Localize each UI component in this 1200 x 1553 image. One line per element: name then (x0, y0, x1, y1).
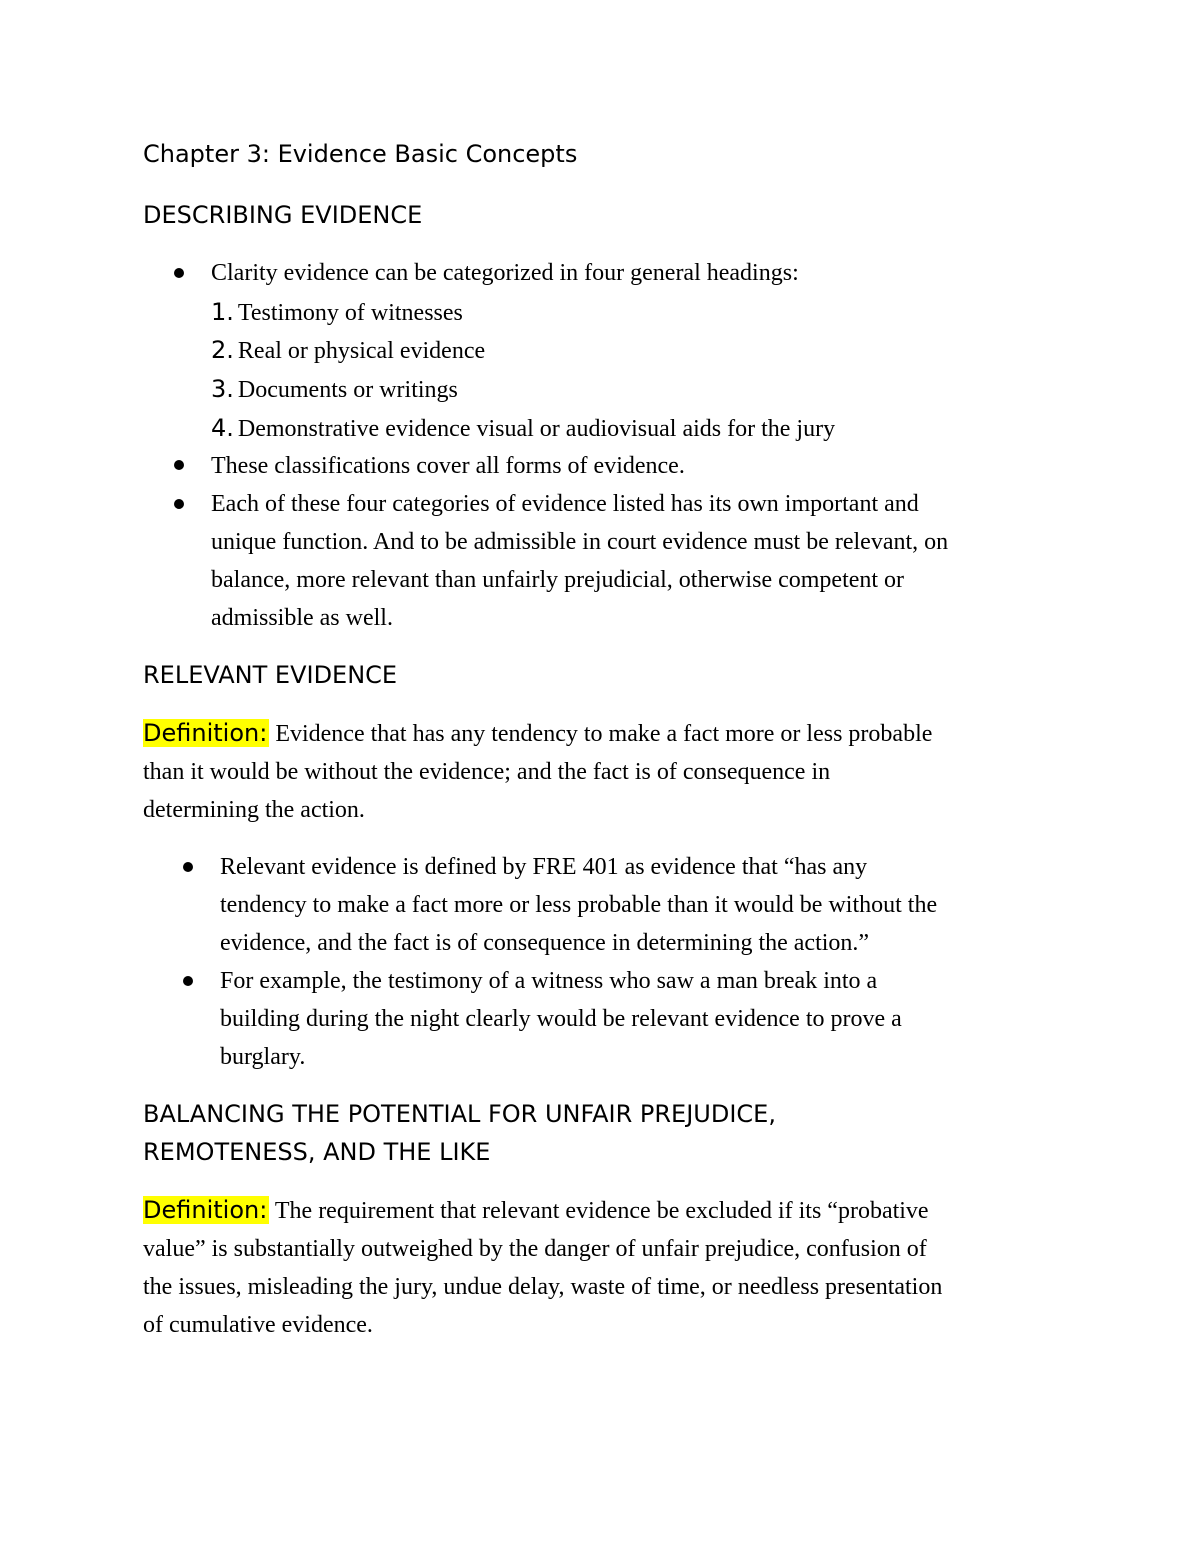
text-line: unique function. And to be admissible in court evidence must be relevant, on (211, 529, 949, 555)
bullet-marker (174, 268, 184, 278)
text-line: For example, the testimony of a witness who saw a man break into a (220, 968, 878, 994)
definition-label: Definition: (143, 719, 268, 747)
bullet-categories: Clarity evidence can be categorized in four general headings: (211, 260, 799, 286)
item-number: 1. (211, 298, 234, 326)
text-line: evidence, and the fact is of consequence in determining the action.” (220, 930, 870, 956)
bullet-example (220, 962, 902, 1076)
text-line: tendency to make a fact more or less probable than it would be without the (220, 892, 938, 918)
bullet-marker (183, 862, 193, 872)
section-heading-balancing (143, 1095, 776, 1171)
text-line: than it would be without the evidence; and the fact is of consequence in (143, 759, 831, 785)
definition-relevant (143, 714, 1063, 829)
definition-label: Definition: (143, 1196, 268, 1224)
text-line: balance, more relevant than unfairly prejudicial, otherwise competent or (211, 567, 905, 593)
item-text: Real or physical evidence (237, 338, 486, 364)
text-line: admissible as well. (211, 605, 393, 631)
text-line: Relevant evidence is defined by FRE 401 as evidence that “has any (220, 854, 868, 880)
text-line: of cumulative evidence. (143, 1312, 373, 1338)
text-line: determining the action. (143, 797, 365, 823)
definition-balancing (143, 1191, 1063, 1344)
numbered-item-1 (211, 293, 463, 335)
text-line: Evidence that has any tendency to make a fact more or less probable (269, 721, 933, 747)
bullet-marker (174, 499, 184, 509)
bullet-marker (183, 976, 193, 986)
text-line: the issues, misleading the jury, undue delay, waste of time, or needless presentation (143, 1274, 943, 1300)
item-text: Testimony of witnesses (237, 300, 463, 326)
text-line: The requirement that relevant evidence be excluded if its “probative (269, 1198, 929, 1224)
heading-line: BALANCING THE POTENTIAL FOR UNFAIR PREJUDICE, (143, 1100, 776, 1128)
section-heading-describing: DESCRIBING EVIDENCE (143, 201, 423, 229)
bullet-classifications: These classifications cover all forms of evidence. (211, 453, 685, 479)
item-text: Documents or writings (237, 377, 458, 403)
chapter-title: Chapter 3: Evidence Basic Concepts (143, 140, 578, 168)
item-text: Demonstrative evidence visual or audiovisual aids for the jury (237, 416, 836, 442)
numbered-item-3 (211, 370, 458, 412)
heading-line: REMOTENESS, AND THE LIKE (143, 1138, 491, 1166)
bullet-fre-401 (220, 848, 937, 962)
numbered-item-2 (211, 331, 485, 373)
numbered-item-4 (211, 409, 835, 451)
text-line: burglary. (220, 1044, 306, 1070)
item-number: 3. (211, 375, 234, 403)
text-line: value” is substantially outweighed by the danger of unfair prejudice, confusion of (143, 1236, 927, 1262)
section-heading-relevant: RELEVANT EVIDENCE (143, 661, 398, 689)
bullet-marker (174, 460, 184, 470)
item-number: 4. (211, 414, 234, 442)
text-line: building during the night clearly would be relevant evidence to prove a (220, 1006, 902, 1032)
bullet-categories-function (211, 485, 948, 637)
item-number: 2. (211, 336, 234, 364)
text-line: Each of these four categories of evidence listed has its own important and (211, 491, 919, 517)
